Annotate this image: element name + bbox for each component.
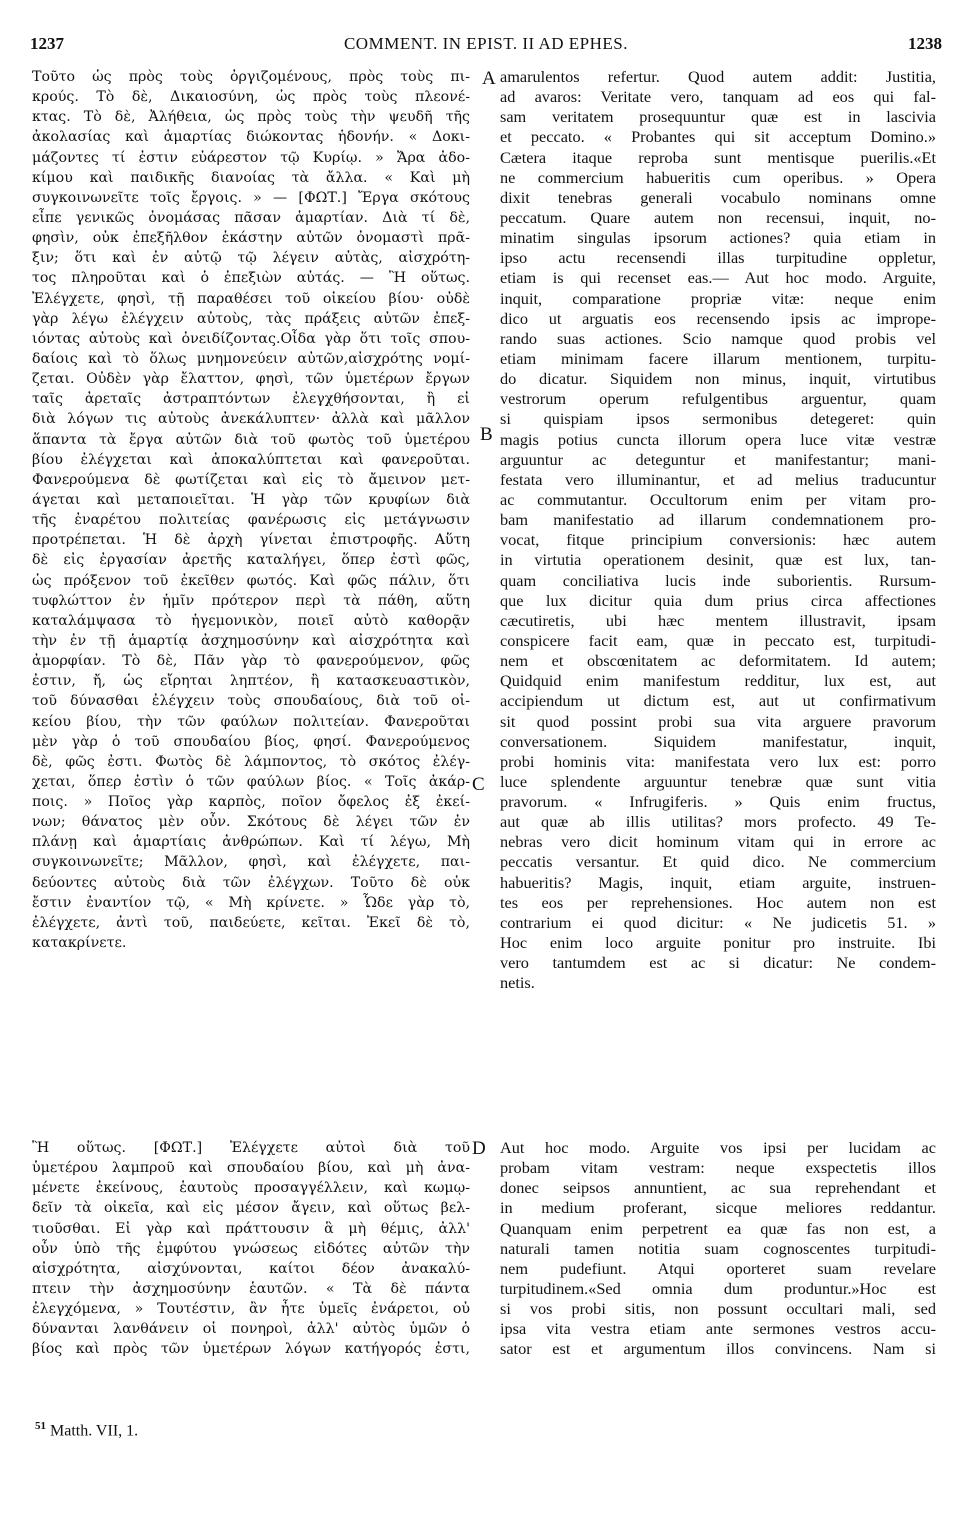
text-line: ταῖς ἀρεταῖς ἀστραπτόντων ἐλεγχθήσονται, ἢ εἰ [32, 391, 470, 408]
text-line: Aut hoc modo. Arguite vos ipsi per lucidam ac [500, 1138, 936, 1157]
text-line: δὲ εἰς ἐργασίαν ἀρετῆς καταλήγει, ὅπερ ἐστὶ φῶς, [32, 552, 470, 569]
text-line: rando suas actiones. Scio namque quod probis vel [500, 328, 936, 348]
text-line: συγκοινωνεῖτε; Μᾶλλον, φησὶ, καὶ ἐλέγχετε, παι- [32, 854, 470, 871]
text-line: netis. [500, 973, 535, 993]
text-line: etiam is qui recenset eas.— Aut hoc modo. Arguite, [500, 268, 936, 288]
text-line: si quispiam ipsos sermonibus detegeret: quin [500, 409, 936, 429]
text-line: probam vitam vestram: neque exspectetis illos [500, 1158, 936, 1178]
text-line: sit quod possint probi sua vita arguere pravorum [500, 711, 936, 731]
text-line: άγεται καὶ μεταποιεῖται. Ἡ γὰρ τῶν κρυφίων διὰ [32, 491, 470, 508]
text-line: Hoc enim loco arguite ponitur pro instruite. Ibi [500, 933, 936, 953]
text-line: et peccato. « Probantes qui sit acceptum Domino.» [500, 127, 936, 147]
text-line: ipsa vita vestra etiam ante sermones vestros accu- [500, 1319, 936, 1339]
text-line: accipiendum ut dictum est, aut ut confirmativum [500, 691, 936, 711]
margin-marker-d: D [472, 1138, 486, 1159]
text-line: κίμου καὶ παιδικῆς διανοίας τὰ ἄλλα. « Καὶ μὴ [32, 169, 470, 186]
running-title: COMMENT. IN EPIST. II AD EPHES. [343, 34, 629, 53]
text-line: τῆς ἐναρέτου πολιτείας φανέρωσις εἰς μετάγνωσιν [32, 512, 470, 529]
text-line: que lux dicitur quia dum prius circa affectiones [500, 590, 936, 610]
text-line: ἅπαντα τὰ ἔργα αὐτῶν διὰ τοῦ φωτὸς τοῦ ὑμετέρου [32, 431, 470, 448]
text-line: cæcutiretis, ubi hæc mentem illustravit, ipsam [500, 610, 936, 630]
text-line: δαίοις καὶ τὸ ὅλως μνημονεύειν αὐτῶν,αἰσχρότης νομί- [32, 350, 470, 367]
latin-column-section-1 [500, 67, 936, 993]
page-header [30, 34, 942, 58]
text-line: tes eos per reprehensiones. Hoc autem non est [500, 892, 936, 912]
footnote-text: Matth. VII, 1. [50, 1422, 139, 1440]
text-line: vocat, fitque principium conversionis: hæc autem [500, 530, 936, 550]
text-line: ἐλέγχετε, ἀντὶ τοῦ, παιδεύετε, κεῖται. Ἐκεῖ δὲ τὸ, [32, 914, 470, 931]
text-line: κτας. Τὸ δὲ, Ἀλήθεια, ὡς πρὸς τοὺς τὴν ψευδῆ τῆς [32, 109, 470, 126]
text-line: Φανερούμενα δὲ φωτίζεται καὶ εἰς τὸ ἄμεινον μετ- [32, 471, 470, 488]
text-line: ipso actu recensendi illas turpitudine oppletur, [500, 248, 936, 268]
text-line: ιόντας αὐτοὺς καὶ ὀνειδίζοντας.Οἶδα γὰρ ὅτι τοῖς σπου- [32, 330, 470, 347]
text-line: ἐστιν, ἤ, ὡς εἴρηται ληπτέον, ἢ κατασκευαστικὸν, [32, 673, 470, 690]
text-line: δεύοντες αὐτοὺς διὰ τῶν ἐλέγχων. Τοῦτο δὲ οὐκ [32, 874, 470, 891]
text-line: μάζοντες τί ἐστιν εὐάρεστον τῷ Κυρίῳ. » Ἄρα ἀδο- [32, 149, 470, 166]
text-line: peccatis versantur. Et quid dico. Ne commercium [500, 852, 936, 872]
text-line: δύνανται λανθάνειν οἱ πονηροὶ, ἀλλ' αὐτὸς ὑμῶν ὁ [32, 1321, 470, 1338]
text-line: aut quæ ab illis utilitas? mors profecto. 49 Te- [500, 812, 936, 832]
text-line: pravorum. « Infrugiferis. » Quis enim fructus, [500, 792, 936, 812]
text-line: κείου βίου, τὴν τῶν φαύλων πολιτείαν. Φανεροῦται [32, 713, 470, 730]
margin-marker-b: B [480, 424, 493, 445]
text-line: festata vero illuminantur, et ad melius traducuntur [500, 469, 936, 489]
text-line: dico ut arguatis eos recensendo ipsis ac imprope- [500, 308, 936, 328]
text-line: etiam minimam facere illarum mentionem, turpitu- [500, 348, 936, 368]
text-line: ἐλεγχόμενα, » Τουτέστιν, ἂν ἦτε ὑμεῖς ἐνάρετοι, οὐ [32, 1301, 470, 1318]
text-line: τοῦ δύνασθαι ἐλέγχειν τοὺς σπουδαίους, διὰ τοῦ οἰ- [32, 693, 470, 710]
left-page-number: 1237 [30, 34, 64, 53]
text-line: vestrorum operum refulgentibus arguentur, quam [500, 389, 936, 409]
footnote-mark: 51 [35, 1420, 46, 1432]
text-line: nem pudefiunt. Atqui oporteret suam revelare [500, 1258, 936, 1278]
text-line: ne commercium habueritis cum operibus. » Opera [500, 167, 936, 187]
text-line: τυφλώττον ἐν ἡμῖν πρότερον περὶ τὰ πάθη, αὕτη [32, 592, 470, 609]
text-line: Ἐλέγχετε, φησὶ, τῇ παραθέσει τοῦ οἰκείου βίου· οὐδὲ [32, 290, 470, 307]
text-line: contrarium ei quod dicitur: « Ne judicetis 51. » [500, 912, 936, 932]
text-line: magis potius cuncta illorum opera luce vitæ vestræ [500, 429, 936, 449]
text-line: ὡς πρόξενον τοῦ ἐκεῖθεν φωτός. Καὶ φῶς πάλιν, ὅτι [32, 572, 470, 589]
text-line: πλάνῃ καὶ ἁμαρτίαις ἀνθρώπων. Καὶ τί λέγω, Μὴ [32, 834, 470, 851]
text-line: ad avaros: Veritate vero, tanquam ad eos qui fal- [500, 87, 936, 107]
text-line: Quidquid enim manifestum redditur, lux est, aut [500, 671, 936, 691]
text-line: προτρέπεται. Ἡ δὲ ἀρχὴ γίνεται ἐπιστροφῆς. Αὕτη [32, 532, 470, 549]
text-line: νων; θάνατος μὲν οὖν. Σκότους δὲ λέγει τῶν ἐν [32, 814, 470, 831]
text-line: Cætera itaque reproba sunt mentisque puerilis.«Et [500, 147, 936, 167]
text-line: ὑμετέρου λαμπροῦ καὶ σπουδαίου βίου, καὶ μὴ ἀνα- [32, 1160, 470, 1177]
text-line: sator est et argumentum illos convincens. Nam si [500, 1339, 936, 1359]
text-line: conversationem. Siquidem manifestatur, inquit, [500, 731, 936, 751]
text-line: δεῖν τὰ οἰκεῖα, καὶ εἰς μέσον ἄγειν, καὶ οὕτως βελ- [32, 1200, 470, 1217]
text-line: sam veritatem prosequuntur quæ est in lascivia [500, 107, 936, 127]
text-line: luce splendente arguuntur tenebræ quæ sunt vitia [500, 771, 936, 791]
text-line: μένετε ἐκείνους, ἑαυτοὺς προσαγγέλλειν, καὶ κωμῳ- [32, 1180, 470, 1197]
text-line: ποις. » Ποῖος γὰρ καρπὸς, ποῖον ὄφελος ἐξ ἐκεί- [32, 794, 470, 811]
text-line: ἔστιν ἐναντίον τῷ, « Μὴ κρίνετε. » Ὧδε γὰρ τὸ, [32, 894, 470, 911]
text-line: τὴν ἐν τῇ ἁμαρτίᾳ ἀσχημοσύνην καὶ αἰσχρότητα καὶ [32, 632, 470, 649]
text-line: φησὶν, οὐκ ἐπεξῆλθον ἑκάστην αὐτῶν ὀνομαστὶ πρᾶ- [32, 230, 470, 247]
text-line: πτειν τὴν ἀσχημοσύνην ἑαυτῶν. « Τὰ δὲ πάντα [32, 1280, 470, 1297]
text-line: ξιν; ὅτι καὶ ἐν αὐτῷ τῷ λέγειν αὐτὰς, αἰσχρότη- [32, 250, 470, 267]
text-line: arguuntur ac deteguntur et manifestantur; mani- [500, 449, 936, 469]
text-line: ac commutantur. Occultorum enim per vitam pro- [500, 489, 936, 509]
text-line: quam conciliativa lucis inde suborientis. Rursum- [500, 570, 936, 590]
text-line: κρούς. Τὸ δὲ, Δικαιοσύνη, ὡς πρὸς τοὺς πλεονέ- [32, 89, 470, 106]
text-line: si vos probi sitis, non possunt occultari mali, sed [500, 1299, 936, 1319]
text-line: nem et obscœnitatem ac deformitatem. Id autem; [500, 651, 936, 671]
text-line: naturali tamen notitia suam cognoscentes turpitudi- [500, 1238, 936, 1258]
footnote [35, 1420, 138, 1440]
text-line: do dicatur. Siquidem non minus, inquit, virtutibus [500, 369, 936, 389]
latin-column-section-2 [500, 1138, 936, 1360]
text-line: κατακρίνετε. [32, 935, 127, 952]
text-line: διὰ λόγων τις αὐτοὺς ἀνεκάλυπτεν· ἀλλὰ καὶ μᾶλλον [32, 411, 470, 428]
text-line: in medium proferant, sicque meliores reddantur. [500, 1198, 936, 1218]
text-line: εἶπε γενικῶς ὀνομάσας πᾶσαν ἁμαρτίαν. Διὰ τί δὲ, [32, 209, 470, 226]
text-line: bam manifestatio ad illarum condemnationem pro- [500, 510, 936, 530]
text-line: Τοῦτο ὡς πρὸς τοὺς ὀργιζομένους, πρὸς τοὺς πι- [32, 69, 470, 85]
text-line: inquit, comparatione propriæ vitæ: neque enim [500, 288, 936, 308]
text-line: dixit tenebras generali vocabulo nominans omne [500, 187, 936, 207]
text-line: βίος καὶ πρὸς τῶν ὑμετέρων λόγων κατήγορός ἐστι, [32, 1341, 470, 1358]
text-line: μὲν γὰρ ὁ τοῦ σπουδαίου βίος, φησί. Φανερούμενος [32, 733, 470, 750]
text-line: vero tantumdem est ac si dicatur: Ne condem- [500, 953, 936, 973]
text-line: amarulentos refertur. Quod autem addit: Justitia, [500, 67, 936, 86]
text-line: οὖν ὑπὸ τῆς ἐμφύτου γνώσεως εἰδότες αὐτῶν τὴν [32, 1240, 470, 1257]
text-line: καταλάμψασα τὸ ἡγεμονικὸν, ποιεῖ αὐτὸ καθορᾷν [32, 612, 470, 629]
text-line: ἀμορφίαν. Τὸ δὲ, Πᾶν γὰρ τὸ φανερούμενον, φῶς [32, 653, 470, 670]
text-line: Quanquam enim perpetrent ea quæ fas non est, a [500, 1218, 936, 1238]
text-line: συγκοινωνεῖτε τοῖς ἔργοις. » — [ΦΩΤ.] Ἔργα σκότους [32, 189, 470, 206]
text-line: probi hominis vita: manifestata vero lux est: porro [500, 751, 936, 771]
greek-column-section-1 [32, 67, 470, 953]
text-line: ζεται. Οὐδὲν γὰρ ἔλαττον, φησὶ, τῶν ὑμετέρων ἔργων [32, 371, 470, 388]
text-line: habueritis? Magis, inquit, etiam arguite, instruen- [500, 872, 936, 892]
greek-column-section-2 [32, 1138, 470, 1360]
text-line: χεται, ὅπερ ἐστὶν ὁ τῶν φαύλων βίος. « Τοῖς ἀκάρ- [32, 773, 470, 790]
text-line: nebras vero dicit hominum vitam qui in errore ac [500, 832, 936, 852]
text-line: βίου ἐλέγχεται καὶ ἀποκαλύπτεται καὶ φανεροῦται. [32, 451, 470, 468]
margin-marker-a: A [482, 68, 496, 89]
right-page-number: 1238 [908, 34, 942, 53]
text-line: δὲ, φῶς ἐστι. Φωτὸς δὲ λάμποντος, τὸ σκότος ἐλέγ- [32, 753, 470, 770]
text-line: τος πληροῦται καὶ ὁ ἐπεξιὼν αὐτάς. — Ἢ οὕτως. [32, 270, 470, 287]
text-line: τιοῦσθαι. Εἰ γὰρ καὶ πράττουσιν ἃ μὴ θέμις, ἀλλ' [32, 1220, 470, 1237]
text-line: αἰσχρότητα, αἰσχύνονται, καίτοι δέον ἀνακαλύ- [32, 1260, 470, 1277]
text-line: donec seipsos annuntient, ac sua reprehendant et [500, 1178, 936, 1198]
text-line: minatim singulas ipsorum actiones? quia etiam in [500, 228, 936, 248]
text-line: ἀκολασίας καὶ ἁμαρτίας διώκοντας ἡδονήν. « Δοκι- [32, 129, 470, 146]
text-line: in virtutia operationem desinit, quæ est lux, tan- [500, 550, 936, 570]
text-line: turpitudinem.«Sed omnia dum produntur.»Hoc est [500, 1278, 936, 1298]
text-line: Ἢ οὕτως. [ΦΩΤ.] Ἐλέγχετε αὐτοὶ διὰ τοῦ [32, 1140, 470, 1156]
text-line: γὰρ λέγω ἐλέγχειν αὐτοὺς, τὰς πράξεις αὐτῶν ἐπεξ- [32, 310, 470, 327]
margin-marker-c: C [472, 774, 485, 795]
text-line: conspicere facit eam, quæ in peccato est, turpitudi- [500, 630, 936, 650]
text-line: peccatum. Quare autem non recensui, inquit, no- [500, 207, 936, 227]
